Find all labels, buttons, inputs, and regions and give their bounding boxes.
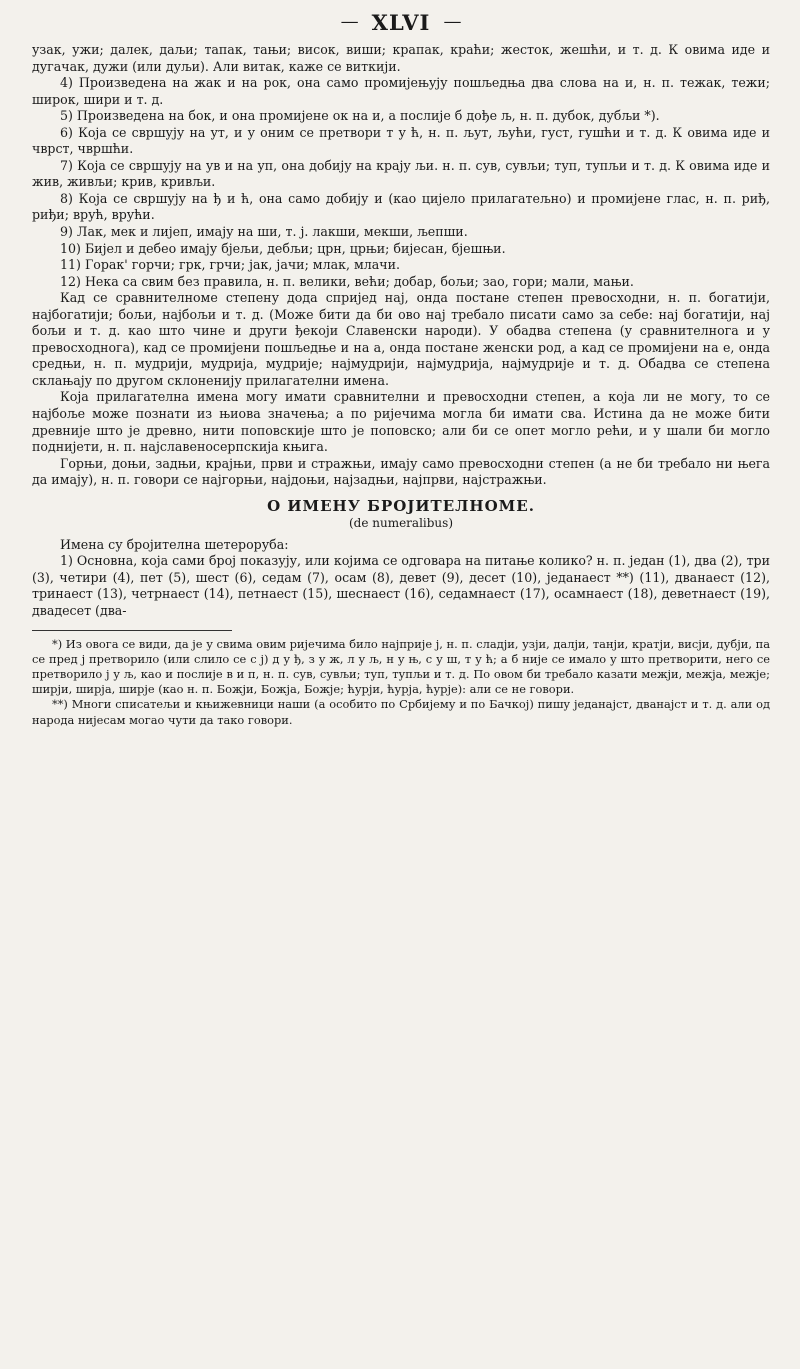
rule-item-7: 7) Која се свршују на ув и на уп, она добију на крају љи. н. п. сув, сувљи; туп, тупљи и т. д. К овима иде и жив, живљи; крив, кривљи. <box>32 157 770 190</box>
rule-item-12: 12) Нека са свим без правила, н. п. велики, већи; добар, бољи; зао, гори; мали, мањи. <box>60 273 634 289</box>
rule-item-8: 8) Која се свршују на ђ и ћ, она само добију и (као цијело прилагатељно) и промијене глас, н. п. риђ, риђи; врућ, врући. <box>32 190 770 223</box>
section-intro: Имена су бројителна шетероруба: <box>60 536 289 552</box>
footnote-star: *) Из овога се види, да је у свима овим ријечима било најприје ј, н. п. сладји, узји, далји, танји, кратји, висји, дубји, па се пред ј претворило (или слило се с ј) д у ђ, з у ж, л у љ, н у њ, с у ш, т у ћ; а б није се имало у што претворити, него се претворило ј у љ, као и послије в и п, н. п. сув, сувљи; туп, тупљи и т. д. По овом би требало казати межји, межја, межје; ширји, ширја, ширје (као н. п. Божји, Божја, Божје; ћурји, ћурја, ћурје): али се не говори. <box>32 636 770 697</box>
rule-item-11: 11) Горак' горчи; грк, грчи; јак, јачи; млак, млачи. <box>60 257 401 273</box>
page-number: XLVI <box>371 10 431 35</box>
footnotes <box>32 637 770 728</box>
rule-item-6: 6) Која се свршују на ут, и у оним се претвори т у ћ, н. п. љут, љући, густ, гушћи и т. д. К овима иде и чврст, чвршћи. <box>32 124 770 157</box>
rule-item-9: 9) Лак, мек и лијеп, имају на ши, т. ј. лакши, мекши, љепши. <box>60 224 468 240</box>
footnote-double-star: **) Многи списатељи и књижевници наши (а особито по Србијему и по Бачкој) пишу једанајст, дванајст и т. д. али од народа нијесам могао чути да тако говори. <box>32 697 770 727</box>
paragraph-superlative: Кад се сравнителноме степену дода спријед нај, онда постане степен превосходни, н. п. богатији, најбогатији; бољи, најбољи и т. д. (Може бити да би ово нај требало писати само за себе: нај богатији, нај бољи и т. д. као што чине и други ђекоји Славенски народи). У обадва степена (у сравнителнога и у превосходнога), кад се промијени пошљедње и на а, онда постане женски род, а кад се промијени на е, онда средњи, н. п. мудрији, мудрија, мудрије; најмудрији, најмудрија, најмудрије и т. д. Обадва се степена склањају по другом склоненију прилагателни имена. <box>32 290 770 388</box>
header-dash-left: — <box>340 11 359 32</box>
main-text <box>32 42 770 620</box>
footnote-divider <box>32 630 232 631</box>
header-dash-right: — <box>443 11 462 32</box>
page-header <box>32 8 770 38</box>
rule-item-10: 10) Бијел и дебео имају бјељи, дебљи; црн, црњи; бијесан, бјешњи. <box>60 240 506 256</box>
rule-item-4: 4) Произведена на жак и на рок, она само промијењују пошљедња два слова на и, н. п. тежак, тежи; широк, шири и т. д. <box>32 75 770 107</box>
rule-item-5: 5) Произведена на бок, и она промијене ок на и, а послије б дође љ, н. п. дубок, дубљи *). <box>60 108 660 124</box>
numeral-list-paragraph: 1) Основна, која сами број показују, или којима се одговара на питање колико? н. п. један (1), два (2), три (3), четири (4), пет (5), шест (6), седам (7), осам (8), девет (9), десет (10), једанаест **) (11), дванаест (12), тринаест (13), четрнаест (14), петнаест (15), шеснаест (16), седамнаест (17), осамнаест (18), деветнаест (19), двадесет (два- <box>32 553 770 618</box>
paragraph-superlative-only: Горњи, доњи, задњи, крајњи, први и стражњи, имају само превосходни степен (а не би требало ни њега да имају), н. п. говори се најгорњи, најдоњи, најзадњи, најпрви, најстражњи. <box>32 455 770 488</box>
paragraph: узак, ужи; далек, даљи; тапак, тањи; висок, виши; крапак, краћи; жесток, жешћи, и т. д. К овима иде и дугачак, дужи (или дуљи). Али витак, каже се виткији. <box>32 42 770 74</box>
section-subtitle: (de numeralibus) <box>348 515 454 530</box>
section-title: О ИМЕНУ БРОЈИТЕЛНОМЕ. <box>267 496 535 515</box>
paragraph-comparison-limits: Која прилагателна имена могу имати сравнителни и превосходни степен, а која ли не могу, то се најбоље може познати из њиова значења; а по ријечима могла би имати сва. Истина да не може бити древније што је древно, нити поповскије што је поповско; али би се опет могло рећи, и у шали би могло поднијети, н. п. најславеносерпскија књига. <box>32 389 770 455</box>
